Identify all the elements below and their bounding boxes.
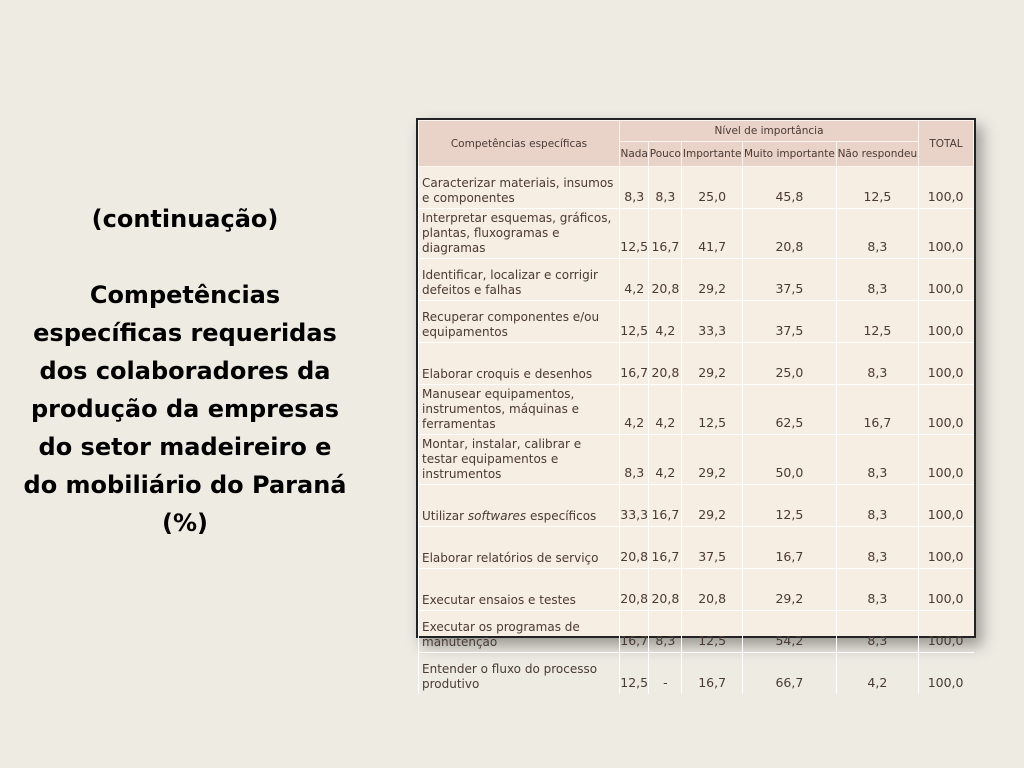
header-total: TOTAL <box>919 121 974 167</box>
value-total: 100,0 <box>919 343 974 385</box>
value-total: 100,0 <box>919 259 974 301</box>
table-row <box>419 569 974 611</box>
value-nao-respondeu: 8,3 <box>836 435 918 485</box>
competencia-label: Montar, instalar, calibrar e testar equipamentos e instrumentos <box>419 435 620 485</box>
value-importante: 29,2 <box>682 259 743 301</box>
value-pouco: 20,8 <box>649 343 682 385</box>
value-importante: 20,8 <box>682 569 743 611</box>
header-level-pouco: Pouco <box>649 142 682 167</box>
value-nada: 8,3 <box>620 435 649 485</box>
value-nao-respondeu: 8,3 <box>836 259 918 301</box>
value-importante: 16,7 <box>682 653 743 695</box>
table-row <box>419 301 974 343</box>
value-importante: 29,2 <box>682 343 743 385</box>
value-pouco: 16,7 <box>649 527 682 569</box>
value-nao-respondeu: 8,3 <box>836 527 918 569</box>
header-competencias: Competências específicas <box>419 121 620 167</box>
table-row <box>419 343 974 385</box>
table-row <box>419 209 974 259</box>
header-level-nao-respondeu: Não respondeu <box>836 142 918 167</box>
value-nao-respondeu: 8,3 <box>836 343 918 385</box>
value-total: 100,0 <box>919 569 974 611</box>
value-nao-respondeu: 4,2 <box>836 653 918 695</box>
value-nao-respondeu: 12,5 <box>836 301 918 343</box>
header-level-importante: Importante <box>682 142 743 167</box>
table-row <box>419 485 974 527</box>
table-row <box>419 527 974 569</box>
table-body <box>419 167 974 695</box>
value-pouco: - <box>649 653 682 695</box>
header-nivel-importancia: Nível de importância <box>620 121 919 142</box>
value-muito-importante: 29,2 <box>743 569 837 611</box>
value-muito-importante: 20,8 <box>743 209 837 259</box>
value-nao-respondeu: 12,5 <box>836 167 918 209</box>
competencia-label: Executar os programas de manutenção <box>419 611 620 653</box>
value-nada: 12,5 <box>620 653 649 695</box>
value-nao-respondeu: 8,3 <box>836 569 918 611</box>
competencies-table <box>418 120 974 694</box>
value-total: 100,0 <box>919 527 974 569</box>
value-pouco: 20,8 <box>649 569 682 611</box>
header-level-nada: Nada <box>620 142 649 167</box>
competencia-label: Interpretar esquemas, gráficos, plantas, fluxogramas e diagramas <box>419 209 620 259</box>
value-muito-importante: 66,7 <box>743 653 837 695</box>
competencia-label: Identificar, localizar e corrigir defeitos e falhas <box>419 259 620 301</box>
value-importante: 12,5 <box>682 611 743 653</box>
value-muito-importante: 45,8 <box>743 167 837 209</box>
value-importante: 37,5 <box>682 527 743 569</box>
value-muito-importante: 16,7 <box>743 527 837 569</box>
slide-title-block <box>20 200 350 542</box>
value-muito-importante: 12,5 <box>743 485 837 527</box>
value-importante: 29,2 <box>682 435 743 485</box>
value-total: 100,0 <box>919 611 974 653</box>
competencia-label: Entender o fluxo do processo produtivo <box>419 653 620 695</box>
value-pouco: 4,2 <box>649 435 682 485</box>
value-total: 100,0 <box>919 385 974 435</box>
value-nada: 4,2 <box>620 385 649 435</box>
table-row <box>419 167 974 209</box>
value-nada: 33,3 <box>620 485 649 527</box>
value-total: 100,0 <box>919 301 974 343</box>
value-nada: 8,3 <box>620 167 649 209</box>
value-total: 100,0 <box>919 209 974 259</box>
competencia-label <box>419 485 620 527</box>
value-pouco: 8,3 <box>649 167 682 209</box>
value-importante: 33,3 <box>682 301 743 343</box>
competencies-table-image <box>416 118 976 691</box>
value-nao-respondeu: 8,3 <box>836 209 918 259</box>
value-nada: 12,5 <box>620 301 649 343</box>
value-pouco: 8,3 <box>649 611 682 653</box>
value-importante: 25,0 <box>682 167 743 209</box>
value-muito-importante: 37,5 <box>743 301 837 343</box>
value-nao-respondeu: 8,3 <box>836 611 918 653</box>
value-nao-respondeu: 8,3 <box>836 485 918 527</box>
value-nao-respondeu: 16,7 <box>836 385 918 435</box>
slide-title: Competências específicas requeridas dos colaboradores da produção da empresas do setor madeireiro e do mobiliário do Paraná (%) <box>23 281 347 537</box>
value-total: 100,0 <box>919 167 974 209</box>
competencia-label: Elaborar croquis e desenhos <box>419 343 620 385</box>
table-row <box>419 611 974 653</box>
competencia-label-suffix: específicos <box>526 509 597 523</box>
value-muito-importante: 50,0 <box>743 435 837 485</box>
header-level-muito-importante: Muito importante <box>743 142 837 167</box>
table-row <box>419 385 974 435</box>
competencia-label: Elaborar relatórios de serviço <box>419 527 620 569</box>
competencia-label: Caracterizar materiais, insumos e componentes <box>419 167 620 209</box>
continuation-label: (continuação) <box>91 205 279 233</box>
value-nada: 16,7 <box>620 343 649 385</box>
value-total: 100,0 <box>919 653 974 695</box>
value-muito-importante: 25,0 <box>743 343 837 385</box>
competencia-label: Executar ensaios e testes <box>419 569 620 611</box>
value-nada: 20,8 <box>620 527 649 569</box>
value-nada: 12,5 <box>620 209 649 259</box>
table-row <box>419 259 974 301</box>
table-row <box>419 653 974 695</box>
value-total: 100,0 <box>919 435 974 485</box>
value-pouco: 20,8 <box>649 259 682 301</box>
value-muito-importante: 37,5 <box>743 259 837 301</box>
value-muito-importante: 54,2 <box>743 611 837 653</box>
table-row <box>419 435 974 485</box>
value-pouco: 16,7 <box>649 485 682 527</box>
value-total: 100,0 <box>919 485 974 527</box>
competencia-label-italic: softwares <box>467 509 527 523</box>
value-nada: 20,8 <box>620 569 649 611</box>
value-importante: 29,2 <box>682 485 743 527</box>
competencia-label-prefix: Utilizar <box>422 509 468 523</box>
value-nada: 4,2 <box>620 259 649 301</box>
value-importante: 41,7 <box>682 209 743 259</box>
value-importante: 12,5 <box>682 385 743 435</box>
competencia-label: Recuperar componentes e/ou equipamentos <box>419 301 620 343</box>
value-pouco: 16,7 <box>649 209 682 259</box>
value-nada: 16,7 <box>620 611 649 653</box>
value-pouco: 4,2 <box>649 301 682 343</box>
value-pouco: 4,2 <box>649 385 682 435</box>
competencia-label: Manusear equipamentos, instrumentos, máquinas e ferramentas <box>419 385 620 435</box>
value-muito-importante: 62,5 <box>743 385 837 435</box>
